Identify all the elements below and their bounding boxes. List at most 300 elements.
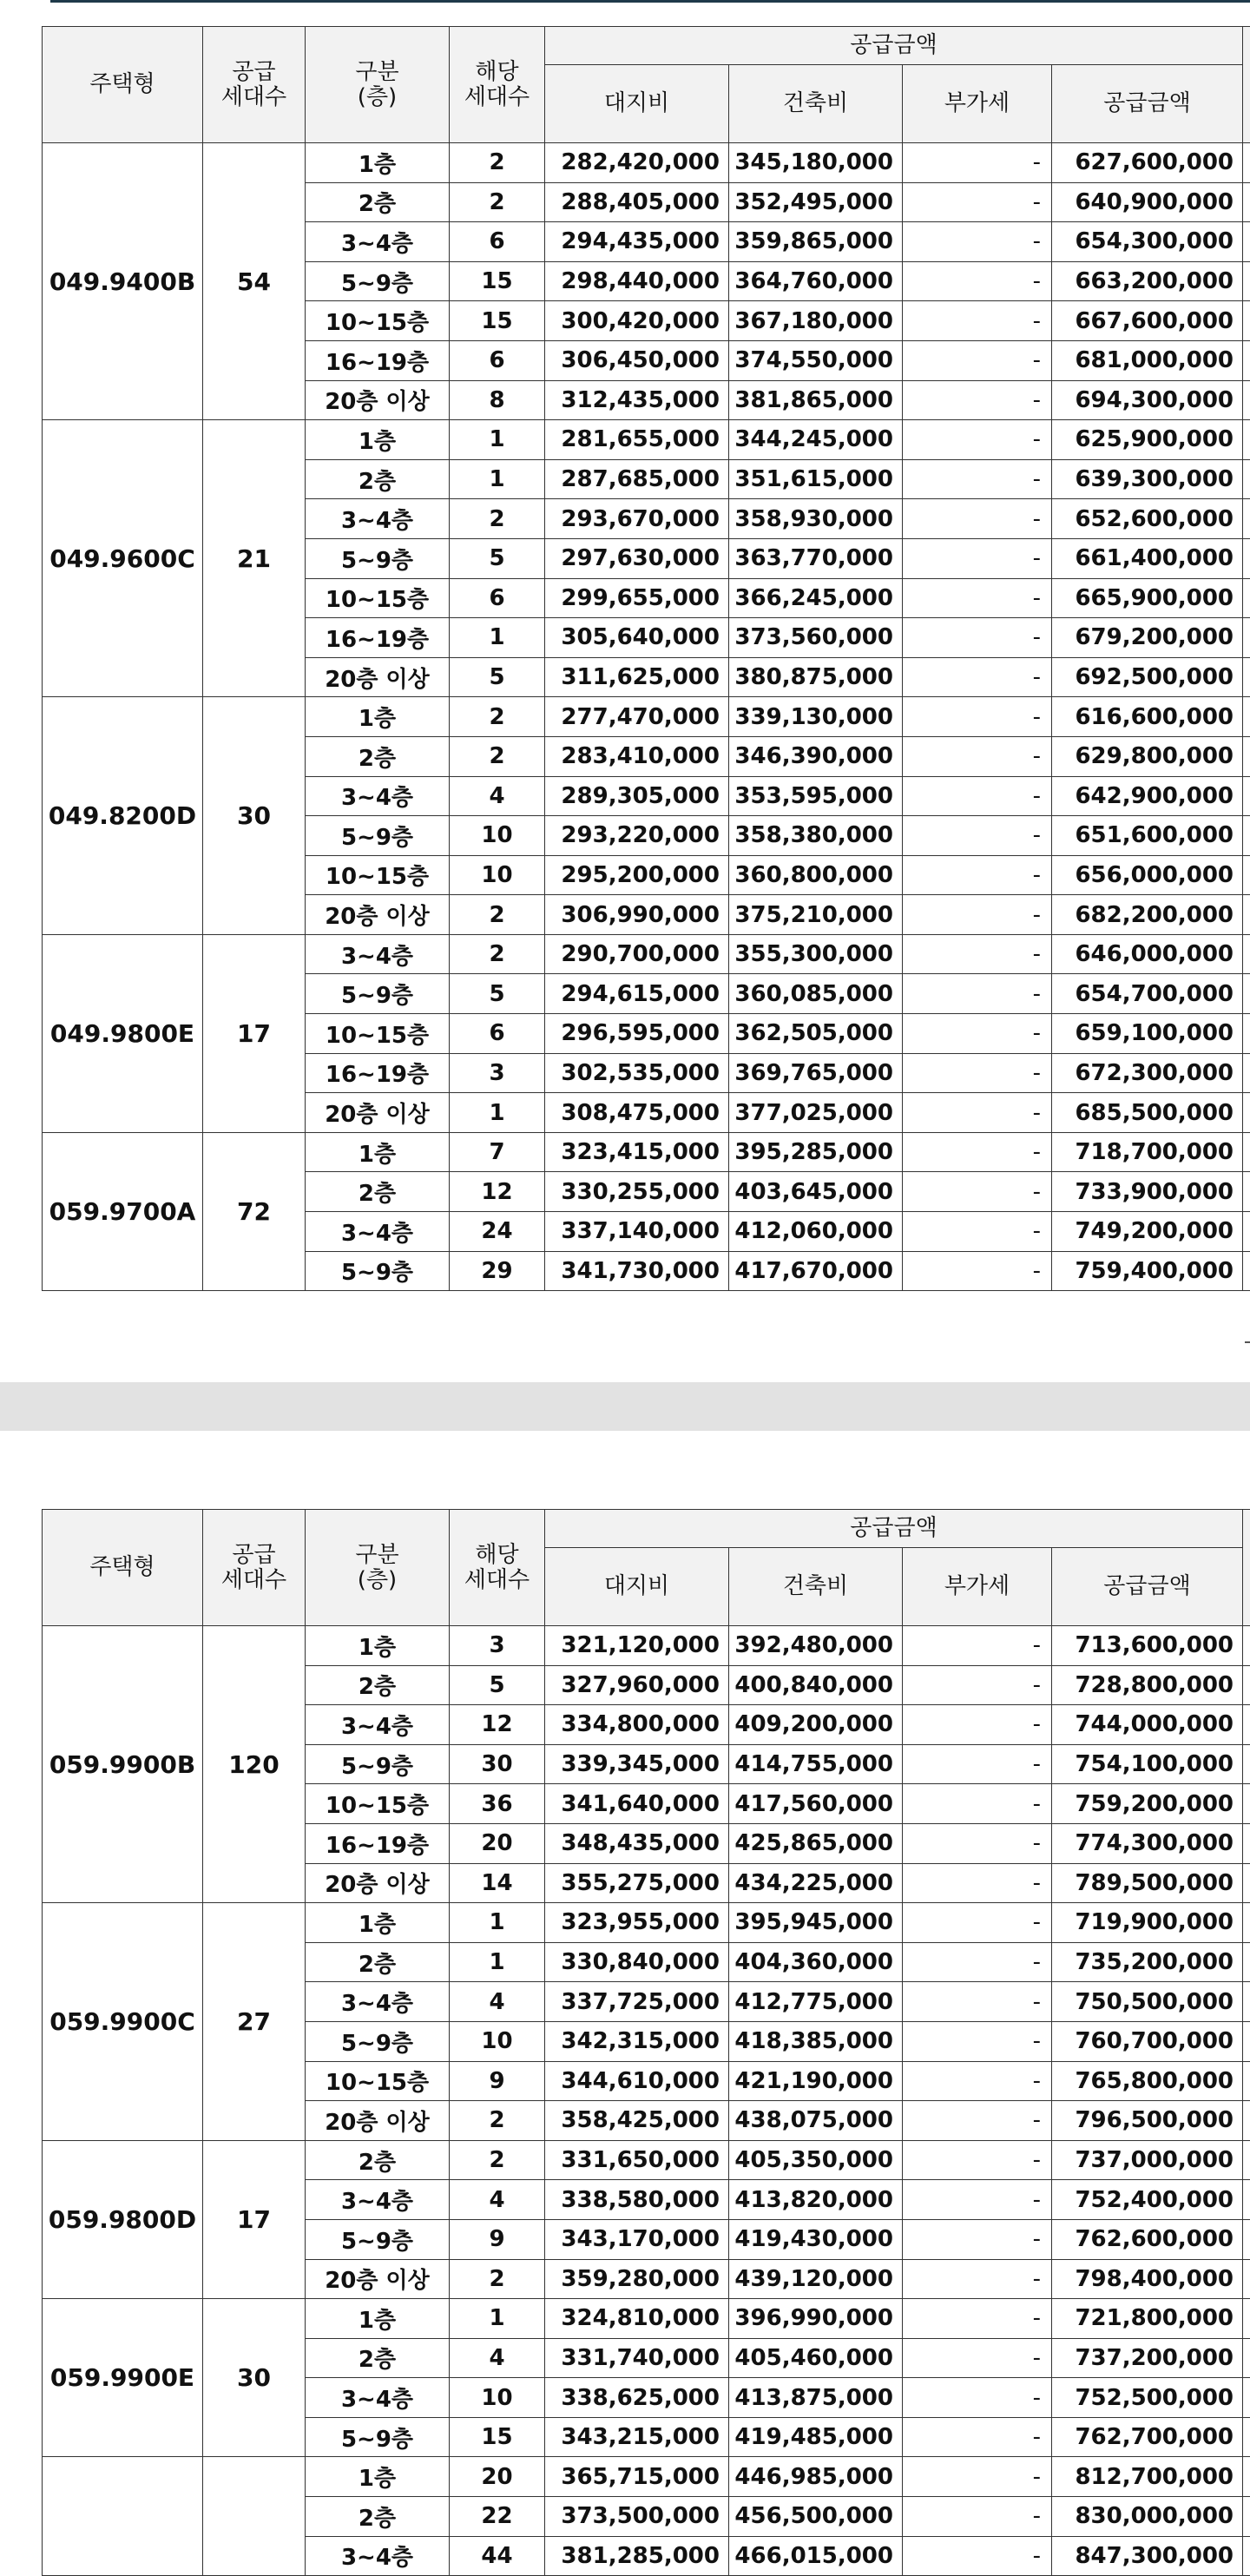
building-cost-cell: 360,800,000 [729,855,903,895]
applicable-units-cell: 5 [450,974,545,1014]
extra-column-cell [1243,697,1250,737]
applicable-units-cell: 10 [450,2378,545,2418]
floor-cell: 2층 [306,736,450,776]
header-supply-amount [1052,1548,1243,1626]
building-cost-cell: 466,015,000 [729,2536,903,2576]
land-cost-cell: 306,990,000 [545,895,729,935]
extra-column-cell [1243,538,1250,578]
supply-amount-cell: 750,500,000 [1052,1982,1243,2022]
supply-amount-cell: 667,600,000 [1052,301,1243,341]
applicable-units-cell: 10 [450,2021,545,2061]
table-row [43,2457,1250,2497]
house-type-cell: 049.9800E [43,934,203,1132]
land-cost-cell: 337,725,000 [545,1982,729,2022]
applicable-units-cell: 14 [450,1863,545,1903]
land-cost-cell: 331,650,000 [545,2140,729,2180]
applicable-units-cell: 12 [450,1172,545,1212]
table-row [43,420,1250,460]
building-cost-cell: 418,385,000 [729,2021,903,2061]
supply-amount-cell: 663,200,000 [1052,261,1243,301]
applicable-units-cell: 1 [450,1942,545,1982]
vat-cell: - [903,2497,1052,2537]
applicable-units-cell: 2 [450,182,545,222]
building-cost-cell: 421,190,000 [729,2061,903,2101]
floor-cell: 16~19층 [306,1823,450,1863]
building-cost-cell: 419,485,000 [729,2417,903,2457]
applicable-units-cell: 7 [450,1132,545,1172]
house-type-cell: 059.9900E [43,2299,203,2457]
extra-column-cell [1243,222,1250,262]
vat-cell: - [903,2140,1052,2180]
header-supply-amount-group [545,1510,1243,1548]
supply-amount-cell: 812,700,000 [1052,2457,1243,2497]
applicable-units-cell: 2 [450,143,545,183]
floor-cell: 3~4층 [306,934,450,974]
header-supply-amount-group-label: 공급금액 [545,33,1242,58]
land-cost-cell: 338,625,000 [545,2378,729,2418]
vat-cell: - [903,974,1052,1014]
applicable-units-cell: 15 [450,2417,545,2457]
supply-amount-cell: 661,400,000 [1052,538,1243,578]
applicable-units-cell: 4 [450,1982,545,2022]
floor-cell: 20층 이상 [306,2259,450,2299]
supply-units-cell: 120 [203,1626,306,1903]
vat-cell: - [903,499,1052,539]
supply-amount-cell: 654,700,000 [1052,974,1243,1014]
land-cost-cell: 355,275,000 [545,1863,729,1903]
floor-cell: 5~9층 [306,974,450,1014]
extra-column-cell [1243,261,1250,301]
applicable-units-cell: 1 [450,618,545,658]
land-cost-cell: 344,610,000 [545,2061,729,2101]
header-vat-label: 부가세 [903,91,1051,116]
house-type-cell: 059.9700A [43,1132,203,1290]
page-divider [0,1382,1250,1431]
building-cost-cell: 392,480,000 [729,1626,903,1666]
supply-amount-cell: 789,500,000 [1052,1863,1243,1903]
building-cost-cell: 396,990,000 [729,2299,903,2339]
floor-cell: 3~4층 [306,2180,450,2220]
supply-amount-cell: 639,300,000 [1052,459,1243,499]
building-cost-cell: 362,505,000 [729,1014,903,1054]
extra-column-cell [1243,1903,1250,1943]
table-row [43,143,1250,183]
header-division-label: 구분 (층) [306,60,449,109]
vat-cell: - [903,380,1052,420]
supply-amount-cell: 652,600,000 [1052,499,1243,539]
applicable-units-cell: 4 [450,776,545,816]
floor-cell: 1층 [306,143,450,183]
building-cost-cell: 344,245,000 [729,420,903,460]
supply-amount-cell: 629,800,000 [1052,736,1243,776]
supply-amount-cell: 719,900,000 [1052,1903,1243,1943]
supply-amount-cell: 754,100,000 [1052,1744,1243,1784]
applicable-units-cell: 1 [450,1093,545,1133]
vat-cell: - [903,1093,1052,1133]
header-house-type [43,27,203,143]
applicable-units-cell: 1 [450,420,545,460]
floor-cell: 1층 [306,420,450,460]
floor-cell: 10~15층 [306,2061,450,2101]
floor-cell: 2층 [306,1942,450,1982]
vat-cell: - [903,895,1052,935]
extra-column-cell [1243,1942,1250,1982]
house-type-cell: 049.8200D [43,697,203,935]
building-cost-cell: 400,840,000 [729,1665,903,1705]
building-cost-cell: 352,495,000 [729,182,903,222]
header-vat-label: 부가세 [903,1574,1051,1599]
building-cost-cell: 359,865,000 [729,222,903,262]
header-land-cost-label: 대지비 [545,1574,728,1599]
land-cost-cell: 338,580,000 [545,2180,729,2220]
building-cost-cell: 381,865,000 [729,380,903,420]
supply-amount-cell: 682,200,000 [1052,895,1243,935]
applicable-units-cell: 6 [450,222,545,262]
header-supply-amount-group-label: 공급금액 [545,1516,1242,1541]
top-border-line [50,0,1250,3]
floor-cell: 20층 이상 [306,657,450,697]
supply-amount-cell: 659,100,000 [1052,1014,1243,1054]
vat-cell: - [903,1053,1052,1093]
vat-cell: - [903,459,1052,499]
extra-column-cell [1243,2021,1250,2061]
land-cost-cell: 341,640,000 [545,1784,729,1824]
extra-column-cell [1243,1705,1250,1745]
supply-units-cell: 27 [203,1903,306,2141]
extra-column-cell [1243,578,1250,618]
supply-amount-cell: 692,500,000 [1052,657,1243,697]
supply-amount-cell: 646,000,000 [1052,934,1243,974]
supply-units-cell: 21 [203,420,306,697]
building-cost-cell: 409,200,000 [729,1705,903,1745]
vat-cell: - [903,2101,1052,2141]
building-cost-cell: 456,500,000 [729,2497,903,2537]
floor-cell: 10~15층 [306,1014,450,1054]
header-land-cost-label: 대지비 [545,91,728,116]
applicable-units-cell: 20 [450,2457,545,2497]
floor-cell: 3~4층 [306,1705,450,1745]
land-cost-cell: 311,625,000 [545,657,729,697]
building-cost-cell: 380,875,000 [729,657,903,697]
building-cost-cell: 358,930,000 [729,499,903,539]
land-cost-cell: 323,415,000 [545,1132,729,1172]
land-cost-cell: 305,640,000 [545,618,729,658]
house-type-cell [43,2457,203,2576]
building-cost-cell: 373,560,000 [729,618,903,658]
header-building-cost [729,65,903,143]
applicable-units-cell: 30 [450,1744,545,1784]
applicable-units-cell: 2 [450,697,545,737]
building-cost-cell: 417,560,000 [729,1784,903,1824]
supply-amount-cell: 672,300,000 [1052,1053,1243,1093]
page-mark [1245,1341,1250,1343]
vat-cell: - [903,1251,1052,1291]
vat-cell: - [903,657,1052,697]
land-cost-cell: 308,475,000 [545,1093,729,1133]
land-cost-cell: 330,255,000 [545,1172,729,1212]
floor-cell: 1층 [306,1626,450,1666]
floor-cell: 1층 [306,2299,450,2339]
vat-cell: - [903,1665,1052,1705]
vat-cell: - [903,2219,1052,2259]
floor-cell: 1층 [306,1132,450,1172]
extra-column-cell [1243,1784,1250,1824]
extra-column-cell [1243,1823,1250,1863]
building-cost-cell: 364,760,000 [729,261,903,301]
supply-amount-cell: 627,600,000 [1052,143,1243,183]
land-cost-cell: 365,715,000 [545,2457,729,2497]
building-cost-cell: 395,285,000 [729,1132,903,1172]
land-cost-cell: 381,285,000 [545,2536,729,2576]
vat-cell: - [903,1705,1052,1745]
building-cost-cell: 417,670,000 [729,1251,903,1291]
floor-cell: 16~19층 [306,618,450,658]
land-cost-cell: 299,655,000 [545,578,729,618]
house-type-cell: 059.9800D [43,2140,203,2298]
land-cost-cell: 277,470,000 [545,697,729,737]
extra-column-cell [1243,1053,1250,1093]
supply-amount-cell: 737,000,000 [1052,2140,1243,2180]
vat-cell: - [903,2021,1052,2061]
vat-cell: - [903,1863,1052,1903]
floor-cell: 2층 [306,182,450,222]
vat-cell: - [903,182,1052,222]
vat-cell: - [903,816,1052,856]
supply-amount-cell: 830,000,000 [1052,2497,1243,2537]
land-cost-cell: 289,305,000 [545,776,729,816]
applicable-units-cell: 2 [450,895,545,935]
building-cost-cell: 403,645,000 [729,1172,903,1212]
building-cost-cell: 374,550,000 [729,340,903,380]
land-cost-cell: 295,200,000 [545,855,729,895]
building-cost-cell: 412,775,000 [729,1982,903,2022]
floor-cell: 5~9층 [306,2417,450,2457]
extra-column-cell [1243,2180,1250,2220]
land-cost-cell: 296,595,000 [545,1014,729,1054]
floor-cell: 10~15층 [306,1784,450,1824]
supply-amount-cell: 759,400,000 [1052,1251,1243,1291]
header-house-type [43,1510,203,1626]
land-cost-cell: 281,655,000 [545,420,729,460]
land-cost-cell: 327,960,000 [545,1665,729,1705]
vat-cell: - [903,2061,1052,2101]
vat-cell: - [903,2378,1052,2418]
supply-amount-cell: 762,700,000 [1052,2417,1243,2457]
extra-column-cell [1243,1626,1250,1666]
building-cost-cell: 413,875,000 [729,2378,903,2418]
building-cost-cell: 413,820,000 [729,2180,903,2220]
supply-amount-cell: 718,700,000 [1052,1132,1243,1172]
vat-cell: - [903,1982,1052,2022]
header-building-cost [729,1548,903,1626]
header-division [306,27,450,143]
floor-cell: 20층 이상 [306,895,450,935]
floor-cell: 3~4층 [306,222,450,262]
vat-cell: - [903,2180,1052,2220]
vat-cell: - [903,1942,1052,1982]
applicable-units-cell: 2 [450,499,545,539]
applicable-units-cell: 10 [450,816,545,856]
floor-cell: 10~15층 [306,301,450,341]
vat-cell: - [903,301,1052,341]
building-cost-cell: 405,460,000 [729,2338,903,2378]
floor-cell: 10~15층 [306,855,450,895]
house-type-cell: 059.9900C [43,1903,203,2141]
supply-amount-cell: 765,800,000 [1052,2061,1243,2101]
applicable-units-cell: 22 [450,2497,545,2537]
header-supply-units [203,27,306,143]
applicable-units-cell: 9 [450,2061,545,2101]
extra-column-cell [1243,2338,1250,2378]
applicable-units-cell: 15 [450,301,545,341]
extra-column-cell [1243,816,1250,856]
applicable-units-cell: 44 [450,2536,545,2576]
building-cost-cell: 404,360,000 [729,1942,903,1982]
land-cost-cell: 290,700,000 [545,934,729,974]
land-cost-cell: 293,670,000 [545,499,729,539]
floor-cell: 3~4층 [306,2378,450,2418]
extra-column-cell [1243,2497,1250,2537]
header-applicable-units [450,1510,545,1626]
header-extra-column [1243,1510,1250,1626]
extra-column-cell [1243,2219,1250,2259]
supply-units-cell: 72 [203,1132,306,1290]
supply-amount-cell: 798,400,000 [1052,2259,1243,2299]
vat-cell: - [903,855,1052,895]
floor-cell: 5~9층 [306,1251,450,1291]
vat-cell: - [903,697,1052,737]
supply-amount-cell: 681,000,000 [1052,340,1243,380]
building-cost-cell: 363,770,000 [729,538,903,578]
supply-amount-cell: 744,000,000 [1052,1705,1243,1745]
building-cost-cell: 366,245,000 [729,578,903,618]
supply-amount-cell: 721,800,000 [1052,2299,1243,2339]
header-supply-amount-group [545,27,1243,65]
extra-column-cell [1243,143,1250,183]
floor-cell: 2층 [306,459,450,499]
extra-column-cell [1243,1132,1250,1172]
supply-amount-cell: 847,300,000 [1052,2536,1243,2576]
land-cost-cell: 339,345,000 [545,1744,729,1784]
building-cost-cell: 405,350,000 [729,2140,903,2180]
extra-column-cell [1243,1212,1250,1252]
land-cost-cell: 330,840,000 [545,1942,729,1982]
vat-cell: - [903,222,1052,262]
land-cost-cell: 300,420,000 [545,301,729,341]
extra-column-cell [1243,499,1250,539]
supply-amount-cell: 665,900,000 [1052,578,1243,618]
extra-column-cell [1243,2378,1250,2418]
applicable-units-cell: 4 [450,2338,545,2378]
extra-column-cell [1243,2140,1250,2180]
header-land-cost [545,65,729,143]
building-cost-cell: 434,225,000 [729,1863,903,1903]
vat-cell: - [903,1172,1052,1212]
extra-column-cell [1243,855,1250,895]
header-applicable-units-label: 해당 세대수 [450,60,544,109]
supply-amount-cell: 749,200,000 [1052,1212,1243,1252]
header-supply-amount-label: 공급금액 [1052,91,1242,116]
header-land-cost [545,1548,729,1626]
applicable-units-cell: 6 [450,340,545,380]
floor-cell: 5~9층 [306,261,450,301]
land-cost-cell: 348,435,000 [545,1823,729,1863]
building-cost-cell: 355,300,000 [729,934,903,974]
extra-column-cell [1243,459,1250,499]
building-cost-cell: 414,755,000 [729,1744,903,1784]
supply-amount-cell: 733,900,000 [1052,1172,1243,1212]
floor-cell: 2층 [306,2338,450,2378]
supply-amount-cell: 760,700,000 [1052,2021,1243,2061]
floor-cell: 5~9층 [306,538,450,578]
vat-cell: - [903,420,1052,460]
table-row [43,2140,1250,2180]
vat-cell: - [903,261,1052,301]
vat-cell: - [903,2536,1052,2576]
building-cost-cell: 353,595,000 [729,776,903,816]
supply-units-cell: 54 [203,143,306,420]
land-cost-cell: 373,500,000 [545,2497,729,2537]
land-cost-cell: 294,435,000 [545,222,729,262]
land-cost-cell: 283,410,000 [545,736,729,776]
land-cost-cell: 358,425,000 [545,2101,729,2141]
house-type-cell: 049.9600C [43,420,203,697]
land-cost-cell: 287,685,000 [545,459,729,499]
land-cost-cell: 342,315,000 [545,2021,729,2061]
floor-cell: 1층 [306,2457,450,2497]
supply-amount-cell: 735,200,000 [1052,1942,1243,1982]
header-vat [903,1548,1052,1626]
applicable-units-cell: 5 [450,1665,545,1705]
supply-amount-cell: 625,900,000 [1052,420,1243,460]
building-cost-cell: 358,380,000 [729,816,903,856]
table-row [43,934,1250,974]
vat-cell: - [903,1014,1052,1054]
supply-amount-cell: 752,400,000 [1052,2180,1243,2220]
header-supply-units [203,1510,306,1626]
extra-column-cell [1243,1172,1250,1212]
land-cost-cell: 294,615,000 [545,974,729,1014]
vat-cell: - [903,1212,1052,1252]
floor-cell: 3~4층 [306,499,450,539]
vat-cell: - [903,1784,1052,1824]
vat-cell: - [903,1903,1052,1943]
applicable-units-cell: 6 [450,1014,545,1054]
vat-cell: - [903,736,1052,776]
extra-column-cell [1243,301,1250,341]
land-cost-cell: 341,730,000 [545,1251,729,1291]
supply-amount-cell: 640,900,000 [1052,182,1243,222]
building-cost-cell: 367,180,000 [729,301,903,341]
table-row [43,2299,1250,2339]
vat-cell: - [903,1626,1052,1666]
header-building-cost-label: 건축비 [729,91,902,116]
header-applicable-units-label: 해당 세대수 [450,1543,544,1592]
supply-amount-cell: 656,000,000 [1052,855,1243,895]
land-cost-cell: 312,435,000 [545,380,729,420]
building-cost-cell: 439,120,000 [729,2259,903,2299]
land-cost-cell: 321,120,000 [545,1626,729,1666]
land-cost-cell: 306,450,000 [545,340,729,380]
building-cost-cell: 395,945,000 [729,1903,903,1943]
floor-cell: 20층 이상 [306,380,450,420]
table-row [43,1903,1250,1943]
supply-amount-cell: 685,500,000 [1052,1093,1243,1133]
applicable-units-cell: 2 [450,2101,545,2141]
supply-amount-cell: 679,200,000 [1052,618,1243,658]
land-cost-cell: 337,140,000 [545,1212,729,1252]
extra-column-cell [1243,1982,1250,2022]
